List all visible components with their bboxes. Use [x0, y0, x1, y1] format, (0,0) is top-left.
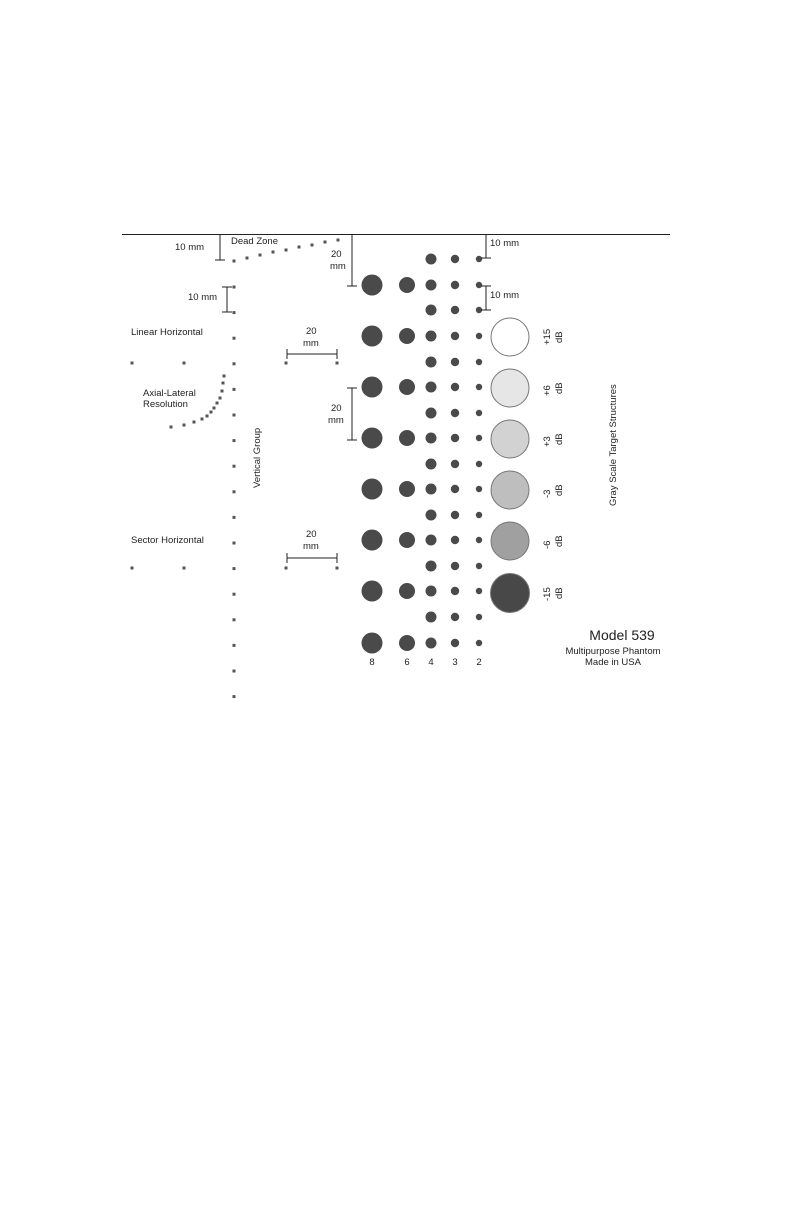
cyst-8mm — [362, 326, 383, 347]
cyst-6mm — [399, 328, 415, 344]
axial-lateral-pin — [221, 390, 224, 393]
cyst-2mm — [476, 384, 482, 390]
cyst-8mm — [362, 428, 383, 449]
vertical-group-pin — [233, 439, 236, 442]
axial-lateral-pin — [222, 382, 225, 385]
cyst-3mm — [451, 587, 459, 595]
vertical-group-pin — [233, 286, 236, 289]
vertical-group-pin — [233, 388, 236, 391]
sector-horizontal-pin — [285, 567, 288, 570]
cyst-3mm — [451, 562, 459, 570]
cyst-4mm — [426, 280, 437, 291]
linear-horizontal-pin — [131, 362, 134, 365]
axial-lateral-pin — [193, 421, 196, 424]
dead-zone-pin — [246, 257, 249, 260]
cyst-2mm — [476, 333, 482, 339]
cyst-3mm — [451, 409, 459, 417]
cyst-4mm — [426, 638, 437, 649]
sector-horizontal-pin — [131, 567, 134, 570]
cyst-6mm — [399, 277, 415, 293]
cyst-2mm — [476, 588, 482, 594]
diameter-label: 8 — [369, 657, 375, 668]
sector-horizontal-label: Sector Horizontal — [131, 535, 204, 546]
cyst-4mm — [426, 586, 437, 597]
gray-scale-target — [491, 471, 529, 509]
diameter-label: 3 — [452, 657, 458, 668]
cyst-2mm — [476, 435, 482, 441]
cyst-2mm — [476, 537, 482, 543]
cyst-6mm — [399, 379, 415, 395]
cyst-2mm — [476, 256, 482, 262]
cyst-top-bracket-value: 20 — [331, 249, 342, 260]
diameter-label: 4 — [428, 657, 434, 668]
sector-scale-bar — [287, 553, 337, 563]
cyst-2mm — [476, 512, 482, 518]
vertical-group-pin — [233, 414, 236, 417]
gray-scale-target — [491, 318, 529, 356]
cyst-4mm — [426, 510, 437, 521]
anechoic-cyst-grid — [362, 254, 483, 654]
top-right-bracket-label: 10 mm — [490, 238, 520, 249]
cyst-4mm — [426, 331, 437, 342]
cyst-4mm — [426, 357, 437, 368]
cyst-8mm — [362, 633, 383, 654]
gray-scale-unit-label: dB — [554, 433, 565, 445]
vertical-spacing-label: 10 mm — [188, 292, 218, 303]
cyst-3mm — [451, 281, 459, 289]
model-origin: Made in USA — [585, 657, 641, 668]
gray-scale-unit-label: dB — [554, 484, 565, 496]
cyst-3mm — [451, 383, 459, 391]
sector-horizontal-pin — [183, 567, 186, 570]
axial-lateral-pin — [210, 411, 213, 414]
linear-scale-value: 20 — [306, 326, 317, 337]
axial-lateral-pin — [183, 424, 186, 427]
dead-zone-pin — [272, 251, 275, 254]
dead-zone-pin — [259, 254, 262, 257]
cyst-4mm — [426, 408, 437, 419]
gray-scale-target — [491, 522, 529, 560]
cyst-4mm — [426, 535, 437, 546]
cyst-8mm — [362, 581, 383, 602]
cyst-3mm — [451, 332, 459, 340]
cyst-3mm — [451, 511, 459, 519]
cyst-3mm — [451, 434, 459, 442]
cyst-3mm — [451, 460, 459, 468]
axial-lateral-pin — [201, 418, 204, 421]
dead-zone-pin — [337, 239, 340, 242]
cyst-6mm — [399, 481, 415, 497]
gray-scale-contrast-label: -15 — [542, 587, 553, 601]
linear-scale-unit: mm — [303, 338, 319, 349]
cyst-6mm — [399, 635, 415, 651]
cyst-4mm — [426, 484, 437, 495]
vertical-group-pin — [233, 337, 236, 340]
axial-lateral-pin — [219, 397, 222, 400]
gray-scale-label: Gray Scale Target Structures — [608, 384, 619, 506]
sector-scale-unit: mm — [303, 541, 319, 552]
vertical-group-pin — [233, 465, 236, 468]
vertical-group-pin — [233, 670, 236, 673]
cyst-spacing-unit: mm — [328, 415, 344, 426]
gray-scale-unit-label: dB — [554, 535, 565, 547]
gray-scale-target — [491, 420, 529, 458]
cyst-4mm — [426, 459, 437, 470]
cyst-6mm — [399, 532, 415, 548]
cyst-3mm — [451, 358, 459, 366]
model-title: Model 539 — [589, 627, 655, 643]
gray-scale-contrast-label: -6 — [542, 540, 553, 549]
cyst-3mm — [451, 255, 459, 263]
dead-zone-bracket — [215, 235, 225, 260]
model-subtitle: Multipurpose Phantom — [565, 646, 661, 657]
cyst-top-bracket — [347, 235, 357, 286]
cyst-8mm — [362, 275, 383, 296]
sector-horizontal-pin — [336, 567, 339, 570]
gray-scale-target — [491, 369, 529, 407]
gray-scale-target — [491, 574, 530, 613]
cyst-8mm — [362, 479, 383, 500]
cyst-4mm — [426, 612, 437, 623]
cyst-4mm — [426, 254, 437, 265]
vertical-group-pins — [233, 286, 236, 699]
dead-zone-pin — [311, 244, 314, 247]
vertical-group-pin — [233, 542, 236, 545]
cyst-4mm — [426, 305, 437, 316]
cyst-2mm — [476, 563, 482, 569]
cyst-3mm — [451, 485, 459, 493]
axial-lateral-label: Axial-Lateral — [143, 388, 196, 399]
cyst-2mm — [476, 282, 482, 288]
cyst-6mm — [399, 583, 415, 599]
cyst-2mm — [476, 640, 482, 646]
cyst-4mm — [426, 561, 437, 572]
dead-zone-pin — [233, 260, 236, 263]
cyst-3mm — [451, 639, 459, 647]
dead-zone-pin — [324, 241, 327, 244]
resolution-label: Resolution — [143, 399, 188, 410]
gray-scale-targets — [491, 318, 566, 613]
axial-lateral-pin — [206, 415, 209, 418]
vertical-group-pin — [233, 516, 236, 519]
dead-zone-label: Dead Zone — [231, 236, 279, 247]
diameter-label: 2 — [476, 657, 482, 668]
dead-zone-pin — [285, 249, 288, 252]
cyst-8mm — [362, 530, 383, 551]
cyst-spacing-value: 20 — [331, 403, 342, 414]
axial-lateral-pin — [216, 402, 219, 405]
cyst-3mm — [451, 613, 459, 621]
axial-lateral-pin — [213, 407, 216, 410]
vertical-group-pin — [233, 618, 236, 621]
linear-horizontal-label: Linear Horizontal — [131, 327, 203, 338]
linear-horizontal-pin — [336, 362, 339, 365]
cyst-3mm — [451, 536, 459, 544]
dead-zone-pin — [298, 246, 301, 249]
vertical-group-pin — [233, 490, 236, 493]
vertical-group-pin — [233, 695, 236, 698]
cyst-2mm — [476, 461, 482, 467]
cyst-4mm — [426, 433, 437, 444]
vertical-group-pin — [233, 362, 236, 365]
cyst-2mm — [476, 614, 482, 620]
gray-scale-contrast-label: +15 — [542, 328, 553, 345]
cyst-2mm — [476, 410, 482, 416]
cyst-3mm — [451, 306, 459, 314]
axial-lateral-pin — [223, 375, 226, 378]
cyst-8mm — [362, 377, 383, 398]
gray-scale-contrast-label: +3 — [542, 436, 553, 447]
cyst-diameter-labels — [369, 657, 481, 668]
gray-scale-unit-label: dB — [554, 382, 565, 394]
cyst-4mm — [426, 382, 437, 393]
gray-scale-unit-label: dB — [554, 331, 565, 343]
cyst-2mm — [476, 486, 482, 492]
vertical-group-pin — [233, 311, 236, 314]
cyst-top-bracket-unit: mm — [330, 261, 346, 272]
dead-zone-depth-label: 10 mm — [175, 242, 205, 253]
right-spacing-label: 10 mm — [490, 290, 520, 301]
cyst-spacing-bracket — [347, 388, 357, 440]
cyst-6mm — [399, 430, 415, 446]
diameter-label: 6 — [404, 657, 410, 668]
axial-lateral-pin — [170, 426, 173, 429]
sector-scale-value: 20 — [306, 529, 317, 540]
vertical-group-label: Vertical Group — [252, 427, 263, 488]
vertical-group-pin — [233, 593, 236, 596]
gray-scale-contrast-label: +6 — [542, 385, 553, 396]
linear-horizontal-pin — [183, 362, 186, 365]
gray-scale-unit-label: dB — [554, 587, 565, 599]
vertical-spacing-bracket — [222, 287, 232, 312]
gray-scale-contrast-label: -3 — [542, 489, 553, 498]
linear-scale-bar — [287, 349, 337, 359]
vertical-group-pin — [233, 644, 236, 647]
linear-horizontal-pin — [285, 362, 288, 365]
cyst-2mm — [476, 359, 482, 365]
vertical-group-pin — [233, 567, 236, 570]
